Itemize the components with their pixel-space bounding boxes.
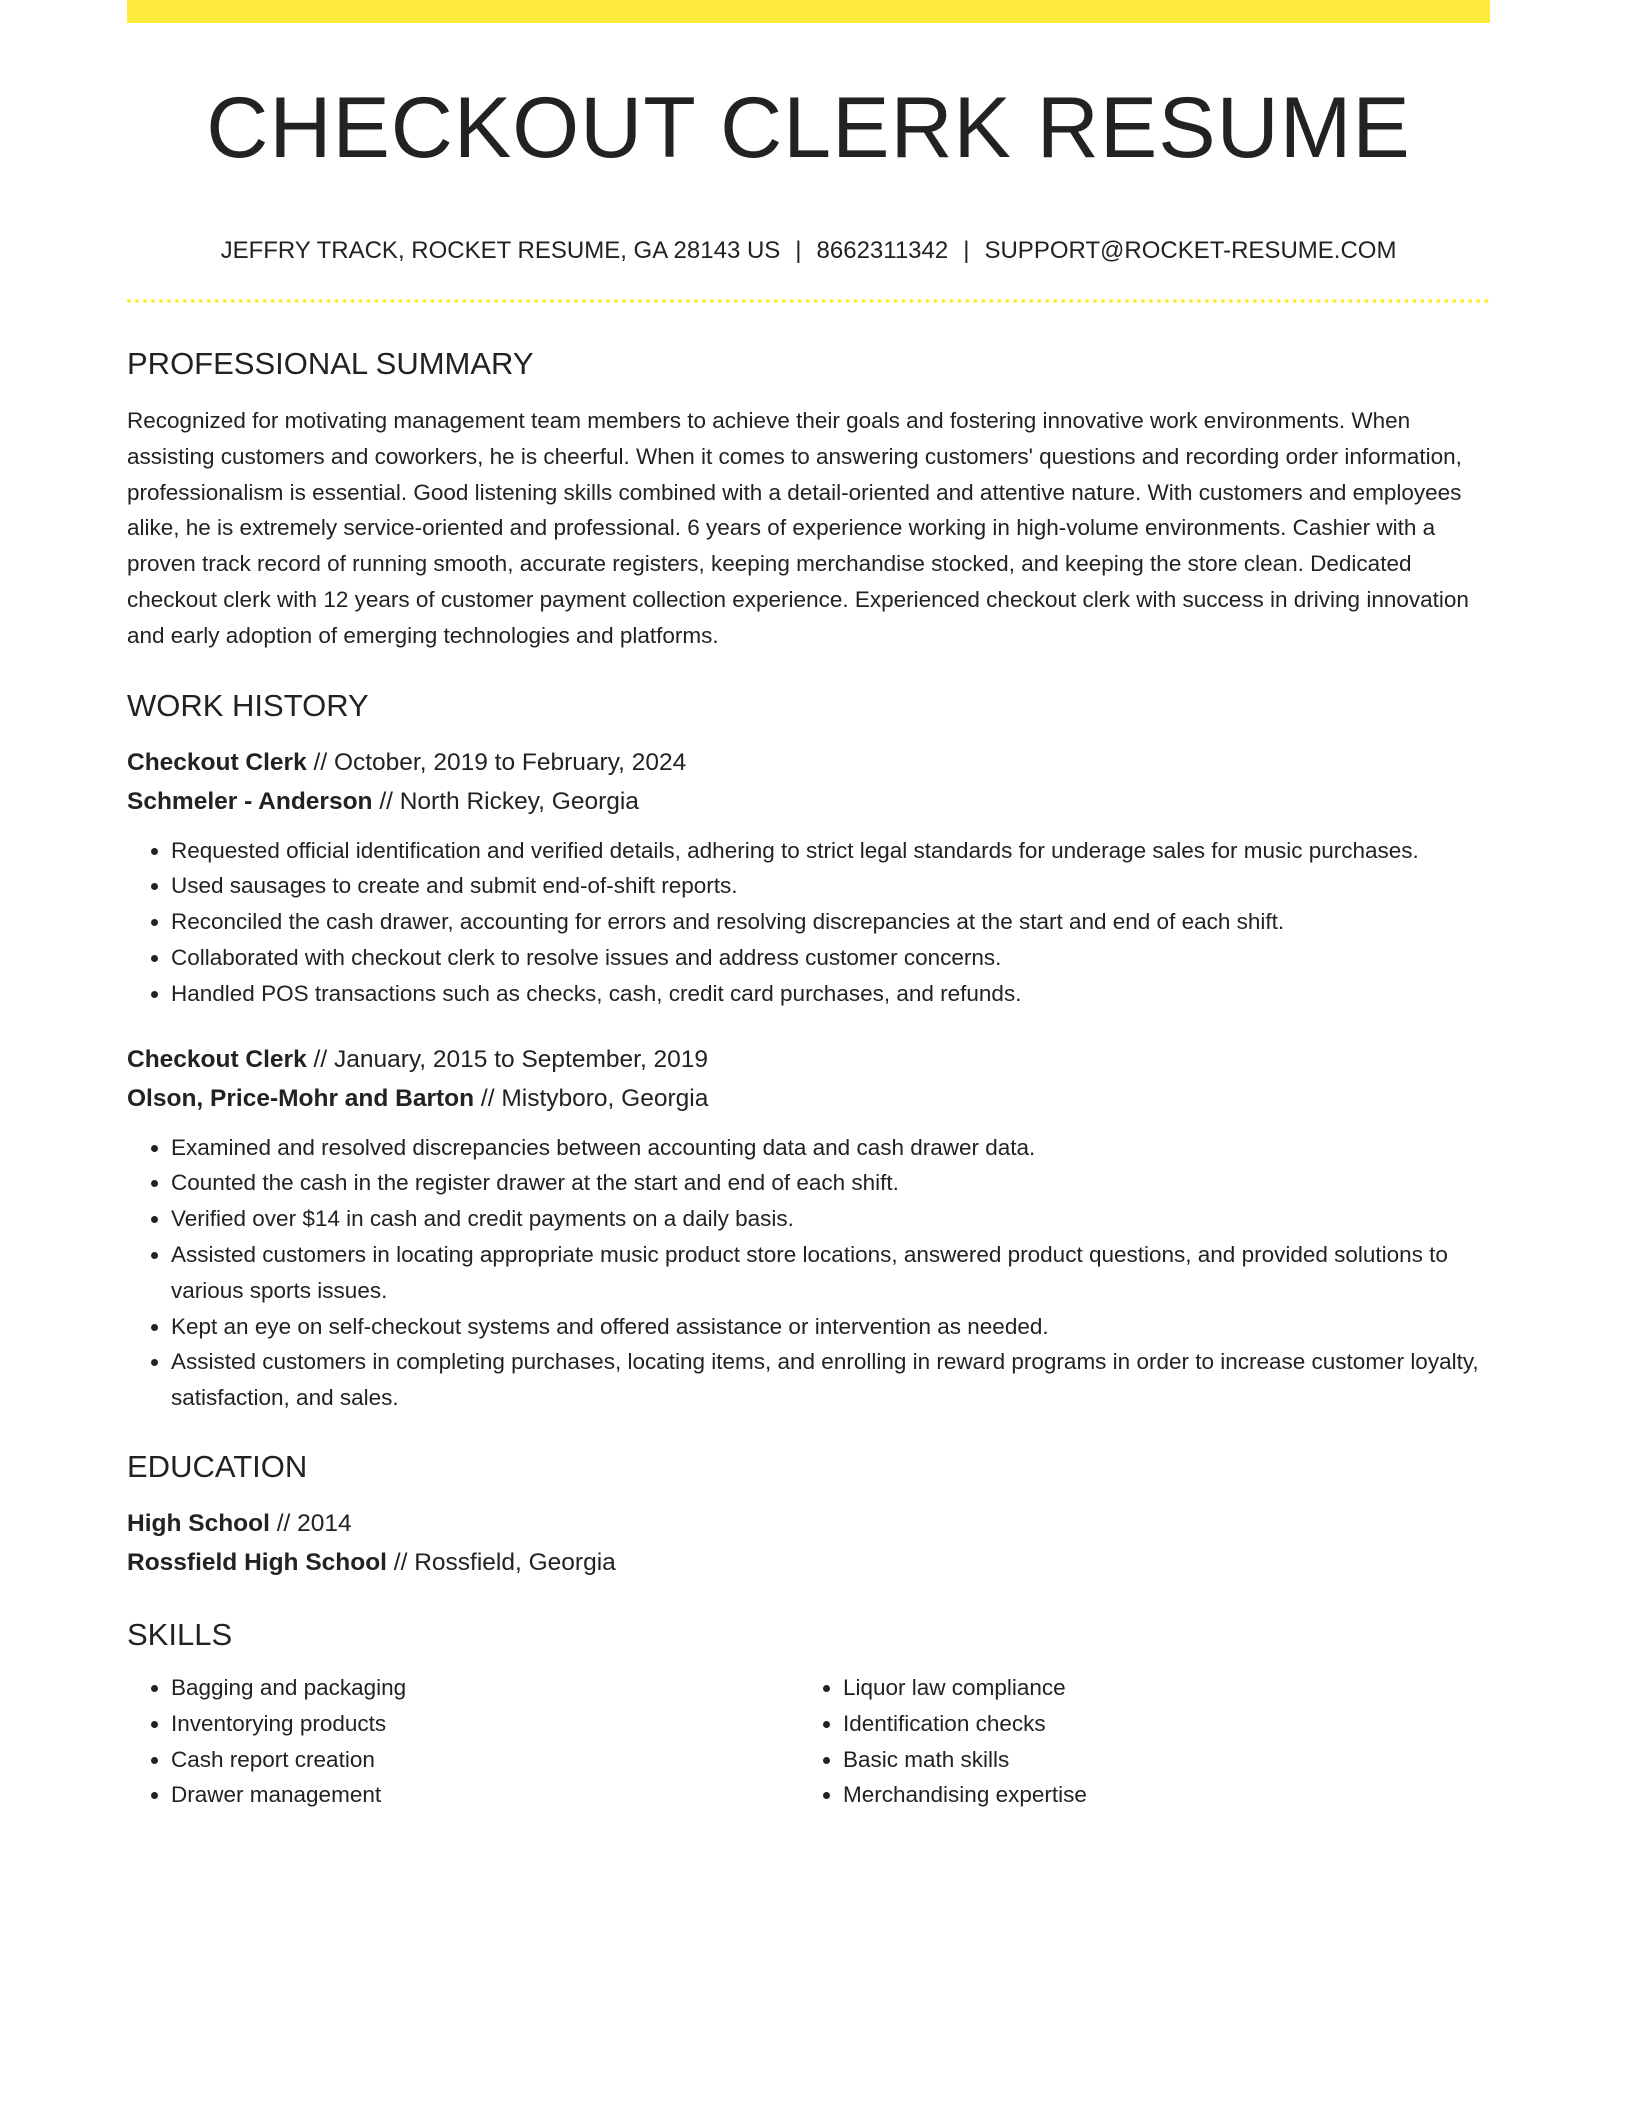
- job-bullets: [127, 833, 1490, 1012]
- work-history-heading: WORK HISTORY: [127, 687, 369, 723]
- contact-address: JEFFRY TRACK, ROCKET RESUME, GA 28143 US: [220, 237, 781, 264]
- job-company-line: [127, 1079, 1490, 1118]
- contact-separator: |: [963, 237, 970, 264]
- skill-item: • Merchandising expertise: [843, 1777, 1471, 1813]
- skills-grid: [127, 1670, 1490, 1813]
- job-bullet: • Counted the cash in the register drawer at the start and end of each shift.: [171, 1165, 1490, 1201]
- education-entry: [127, 1504, 1490, 1582]
- job-title-line: [127, 743, 1490, 782]
- job-bullet: • Verified over $14 in cash and credit payments on a daily basis.: [171, 1201, 1490, 1237]
- job-company-line: [127, 782, 1490, 821]
- job-bullets: [127, 1130, 1490, 1416]
- skill-item: • Bagging and packaging: [171, 1670, 799, 1706]
- accent-bar: [127, 0, 1490, 23]
- job-title-line: [127, 1040, 1490, 1079]
- job-bullet: • Requested official identification and verified details, adhering to strict legal standards for underage sales for music purchases.: [171, 833, 1490, 869]
- job-bullet: • Assisted customers in locating appropriate music product store locations, answered product questions, and provided solutions to various sports issues.: [171, 1237, 1490, 1309]
- job-company: Schmeler - Anderson: [127, 787, 373, 815]
- job-location: // North Rickey, Georgia: [372, 787, 639, 815]
- job-title: Checkout Clerk: [127, 748, 307, 776]
- education-heading: EDUCATION: [127, 1448, 308, 1484]
- contact-separator: |: [795, 237, 802, 264]
- education-school-line: [127, 1543, 1490, 1582]
- skill-item: • Basic math skills: [843, 1742, 1471, 1778]
- job-bullet: • Reconciled the cash drawer, accounting for errors and resolving discrepancies at the start and end of each shift.: [171, 904, 1490, 940]
- skill-item: • Identification checks: [843, 1706, 1471, 1742]
- summary-heading: PROFESSIONAL SUMMARY: [127, 346, 534, 381]
- job-bullet: • Examined and resolved discrepancies between accounting data and cash drawer data.: [171, 1130, 1490, 1166]
- contact-phone: 8662311342: [816, 237, 949, 264]
- skill-item: • Inventorying products: [171, 1706, 799, 1742]
- skills-list: [799, 1670, 1471, 1813]
- contact-line: [127, 239, 1490, 263]
- job-company: Olson, Price-Mohr and Barton: [127, 1084, 475, 1112]
- skill-item: • Liquor law compliance: [843, 1670, 1471, 1706]
- skills-list: [127, 1670, 799, 1813]
- skills-column-right: [799, 1670, 1471, 1813]
- job-bullet: • Collaborated with checkout clerk to resolve issues and address customer concerns.: [171, 940, 1490, 976]
- job-bullet: • Handled POS transactions such as checks, cash, credit card purchases, and refunds.: [171, 976, 1490, 1012]
- summary-text: Recognized for motivating management team members to achieve their goals and fostering innovative work environments. When assisting customers and coworkers, he is cheerful. When it comes to answering customers' questions and recording order information, professionalism is essential. Good listening skills combined with a detail-oriented and attentive nature. With customers and employees alike, he is extremely service-oriented and professional. 6 years of experience working in high-volume environments. Cashier with a proven track record of running smooth, accurate registers, keeping merchandise stocked, and keeping the store clean. Dedicated checkout clerk with 12 years of customer payment collection experience. Experienced checkout clerk with success in driving innovation and early adoption of emerging technologies and platforms.: [127, 408, 1469, 648]
- education-year: // 2014: [269, 1509, 352, 1537]
- contact-email: SUPPORT@ROCKET-RESUME.COM: [984, 237, 1397, 264]
- job-dates: // January, 2015 to September, 2019: [306, 1045, 709, 1073]
- skill-item: • Drawer management: [171, 1777, 799, 1813]
- dotted-divider: [127, 299, 1490, 303]
- job-bullet: • Kept an eye on self-checkout systems and offered assistance or intervention as needed.: [171, 1309, 1490, 1345]
- job-entry: [127, 1040, 1490, 1416]
- education-degree-line: [127, 1504, 1490, 1543]
- education-degree: High School: [127, 1509, 270, 1537]
- job-dates: // October, 2019 to February, 2024: [306, 748, 687, 776]
- skills-heading: SKILLS: [127, 1616, 233, 1652]
- skill-item: • Cash report creation: [171, 1742, 799, 1778]
- education-school: Rossfield High School: [127, 1548, 387, 1576]
- resume-title: CHECKOUT CLERK RESUME: [206, 80, 1411, 176]
- job-bullet: • Assisted customers in completing purchases, locating items, and enrolling in reward programs in order to increase customer loyalty, satisfaction, and sales.: [171, 1344, 1490, 1416]
- education-location: // Rossfield, Georgia: [387, 1548, 616, 1576]
- job-title: Checkout Clerk: [127, 1045, 307, 1073]
- resume-page: [127, 0, 1490, 1813]
- job-location: // Mistyboro, Georgia: [474, 1084, 709, 1112]
- skills-column-left: [127, 1670, 799, 1813]
- job-bullet: • Used sausages to create and submit end-of-shift reports.: [171, 868, 1490, 904]
- job-entry: [127, 743, 1490, 1012]
